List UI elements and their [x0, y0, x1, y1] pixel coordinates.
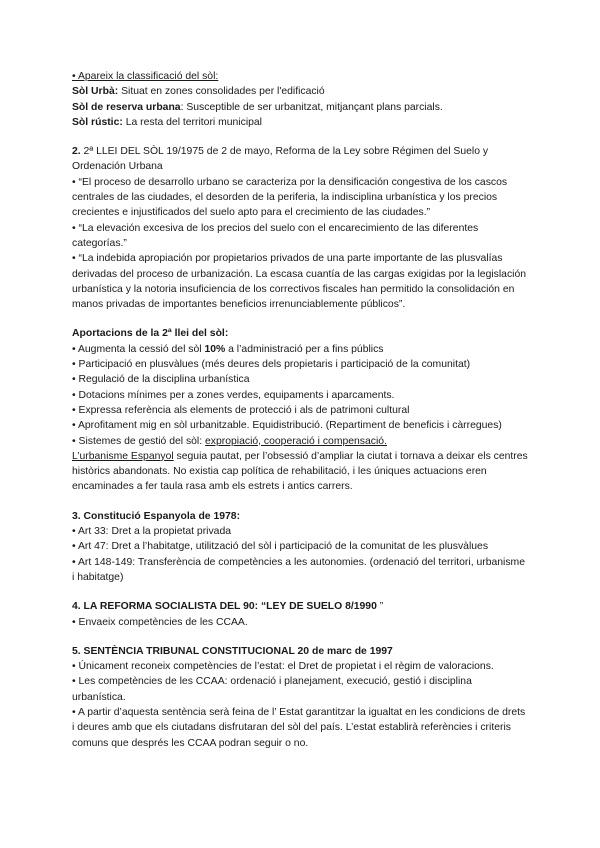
second-law-title: 2ª LLEI DEL SÒL 19/1975 de 2 de mayo, Reforma de la Ley sobre Régimen del Suelo y Ordenación Urbana	[72, 146, 489, 173]
second-law-heading	[72, 144, 528, 175]
sentence-item-3: • A partir d’aquesta sentència serà feina de l’ Estat garantitzar la igualtat en les condicions de drets i deures amb que els ciutadans disfrutaran del sòl del país. L’estat establirà referències i criteris comuns que després les CCAA podran seguir o no.	[72, 706, 526, 749]
contribution-item-4: • Dotacions mínimes per a zones verdes, equipaments i aparcaments.	[72, 389, 395, 401]
section-reform-90	[72, 599, 528, 630]
constitution-item-2: • Art 47: Dret a l’habitatge, utilització del sòl i participació de la comunitat de les plusvàlues	[72, 541, 489, 553]
section-sentence-1997	[72, 644, 528, 751]
sol-rustic-line	[72, 115, 528, 130]
sol-reserva-label: Sòl de reserva urbana	[72, 101, 181, 113]
reform-heading	[72, 599, 528, 614]
sol-rustic-label: Sòl rústic:	[72, 116, 123, 128]
contribution-item-2: • Participació en plusvàlues (més deures dels propietaris i participació de la comunitat)	[72, 359, 471, 371]
classification-intro: • Apareix la classificació del sòl:	[72, 71, 219, 82]
contribution-item-6: • Aprofitament mig en sòl urbanitzable. Equidistribució. (Repartiment de beneficis i càrregues)	[72, 420, 502, 432]
reform-title: 4. LA REFORMA SOCIALISTA DEL 90: “LEY DE SUELO 8/1990	[72, 601, 377, 613]
sol-urba-line	[72, 84, 528, 99]
section-constitution	[72, 509, 528, 585]
contribution-item-5: • Expressa referència als elements de protecció i als de patrimoni cultural	[72, 404, 410, 416]
section-second-law	[72, 144, 528, 312]
sentence-item-1: • Únicament reconeix competències de l’estat: el Dret de propietat i el règim de valoracions.	[72, 661, 494, 673]
classification-bullet	[72, 69, 528, 84]
sol-urba-text: Situat en zones consolidades per l'edificació	[118, 86, 325, 98]
section-classification	[72, 69, 528, 130]
quote-3: • “La indebida apropiación por propietarios privados de una parte importante de las plusvalías derivadas del proceso de urbanización. La escasa cuantía de las cargas exigidas por la legislación urbanística y la notoria insuficiencia de los correctivos fiscales han permitido la consolidación en manos privadas de importantes beneficios irrenunciablemente públicos”.	[72, 253, 527, 311]
section-contributions	[72, 326, 528, 494]
document-page	[72, 69, 528, 751]
sentence-item-2: • Les competències de les CCAA: ordenació i planejament, execució, gestió i disciplina urbanística.	[72, 676, 472, 703]
urbanism-paragraph	[72, 449, 528, 495]
urbanism-paragraph-lead: L’urbanisme Espanyol	[72, 450, 174, 462]
contribution-1-percent: 10%	[204, 343, 226, 355]
sol-reserva-text: : Susceptible de ser urbanitzat, mitjançant plans parcials.	[180, 101, 443, 113]
sol-urba-label: Sòl Urbà:	[72, 86, 119, 98]
urbanism-paragraph-text: seguia pautat, per l’obsessió d’ampliar la ciutat i tornava a deixar els centres històrics abandonats. No existia cap política de rehabilitació, i les úniques actuacions eren encaminades a fer taula rasa amb els estrets i antics carrers.	[72, 450, 528, 493]
contribution-7-text: • Sistemes de gestió del sòl:	[72, 435, 206, 447]
reform-title-end: ”	[376, 601, 384, 613]
contribution-1-rest: a l’administració per a fins públics	[225, 343, 384, 355]
contribution-7-systems: expropiació, cooperació i compensació.	[205, 435, 387, 447]
contributions-heading: Aportacions de la 2ª llei del sòl:	[72, 328, 229, 340]
constitution-item-1: • Art 33: Dret a la propietat privada	[72, 526, 232, 538]
quote-2: • “La elevación excesiva de los precios del suelo con el encarecimiento de las diferentes categorías.”	[72, 222, 479, 249]
quote-1: • “El proceso de desarrollo urbano se caracteriza por la densificación congestiva de los cascos centrales de las ciudades, el desorden de la periferia, la indisciplina urbanística y los precios crecientes e injustificados del suelo apto para el crecimiento de las ciudades.”	[72, 176, 508, 219]
second-law-number: 2.	[72, 146, 81, 158]
reform-item-1: • Envaeix competències de les CCAA.	[72, 616, 248, 628]
sentence-heading: 5. SENTÈNCIA TRIBUNAL CONSTITUCIONAL 20 de marc de 1997	[72, 645, 393, 657]
constitution-heading: 3. Constitució Espanyola de 1978:	[72, 510, 241, 522]
contribution-item-7	[72, 434, 528, 449]
contribution-1-text: • Augmenta la cessió del sòl	[72, 343, 205, 355]
contribution-item-3: • Regulació de la disciplina urbanística	[72, 374, 250, 386]
sol-rustic-text: La resta del territori municipal	[122, 116, 262, 128]
sol-reserva-line	[72, 100, 528, 115]
contribution-item-1	[72, 342, 528, 357]
constitution-item-3: • Art 148-149: Transferència de competències a les autonomies. (ordenació del territori, urbanisme i habitatge)	[72, 556, 525, 583]
